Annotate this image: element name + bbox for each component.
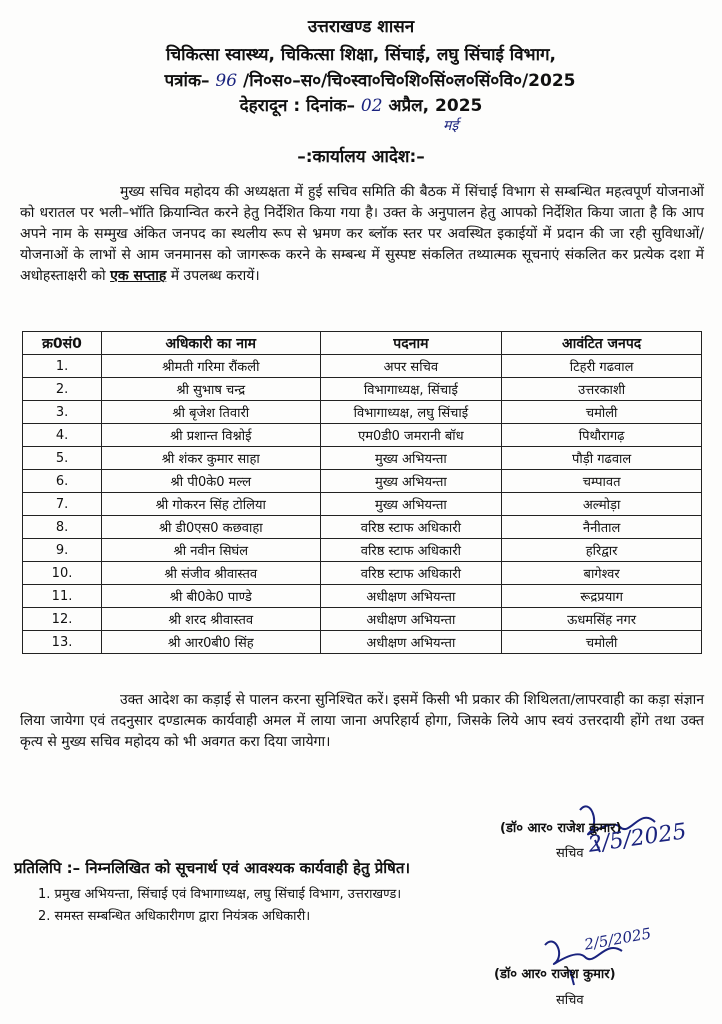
table-row [23, 539, 702, 562]
office-order-title: –:कार्यालय आदेश:– [297, 147, 425, 167]
district-cell: ऊधमसिंह नगर [502, 608, 702, 631]
copy-signatory-name: (डॉ० आर० राजेश कुमार) [494, 967, 616, 982]
copy-signatory-designation: सचिव [556, 993, 584, 1008]
officer-name-cell: श्री डी0एस0 कछवाहा [102, 516, 321, 539]
designation-cell: एम0डी0 जमरानी बॉध [320, 424, 502, 447]
district-cell: पिथौरागढ़ [502, 424, 702, 447]
table-row [23, 585, 702, 608]
district-cell: चमोली [502, 401, 702, 424]
officer-name-cell: श्री आर0बी0 सिंह [102, 631, 321, 654]
district-cell: चमोली [502, 631, 702, 654]
designation-cell: मुख्य अभियन्ता [320, 447, 502, 470]
table-row [23, 355, 702, 378]
deadline-emphasis: एक सप्ताह [110, 268, 167, 284]
officer-name-cell: श्री संजीव श्रीवास्तव [102, 562, 321, 585]
copy-to-list [38, 884, 401, 928]
officer-name-cell: श्री प्रशान्त विश्नोई [102, 424, 321, 447]
designation-cell: विभागाध्यक्ष, सिंचाई [320, 378, 502, 401]
letter-suffix: /नि०स०–स०/चि०स्वा०चि०शि०सिं०ल०सिं०वि०/2025 [242, 71, 576, 91]
header-designation: पदनाम [320, 332, 502, 355]
serial-cell: 5. [23, 447, 102, 470]
copy-to-item: 1. प्रमुख अभियन्ता, सिंचाई एवं विभागाध्यक्ष, लघु सिंचाई विभाग, उत्तराखण्ड। [38, 887, 402, 902]
officer-name-cell: श्री शरद श्रीवास्तव [102, 608, 321, 631]
letter-number-handwritten: 96 [215, 71, 238, 91]
officer-name-cell: श्री सुभाष चन्द्र [102, 378, 321, 401]
table-row [23, 378, 702, 401]
designation-cell: वरिष्ठ स्टाफ अधिकारी [320, 539, 502, 562]
table-row [23, 608, 702, 631]
serial-cell: 12. [23, 608, 102, 631]
designation-cell: वरिष्ठ स्टाफ अधिकारी [320, 562, 502, 585]
officer-name-cell: श्री नवीन सिघंल [102, 539, 321, 562]
header-serial: क्र0सं0 [23, 332, 102, 355]
serial-cell: 2. [23, 378, 102, 401]
serial-cell: 6. [23, 470, 102, 493]
designation-cell: मुख्य अभियन्ता [320, 470, 502, 493]
serial-cell: 1. [23, 355, 102, 378]
signatory-name: (डॉ० आर० राजेश कुमार) [500, 821, 622, 836]
district-cell: पौड़ी गढवाल [502, 447, 702, 470]
place-date-prefix: देहरादून : दिनांक– [239, 96, 355, 116]
officer-name-cell: श्री बी0के0 पाण्डे [102, 585, 321, 608]
copy-to-heading: प्रतिलिपि :– निम्नलिखित को सूचनार्थ एवं आवश्यक कार्यवाही हेतु प्रेषित। [14, 859, 411, 877]
table-row [23, 516, 702, 539]
letter-number-line [40, 68, 700, 91]
serial-cell: 13. [23, 631, 102, 654]
table-row [23, 470, 702, 493]
serial-cell: 8. [23, 516, 102, 539]
officer-name-cell: श्रीमती गरिमा रौंकली [102, 355, 321, 378]
serial-cell: 3. [23, 401, 102, 424]
table-row [23, 401, 702, 424]
date-year: 2025 [435, 96, 483, 116]
designation-cell: विभागाध्यक्ष, लघु सिंचाई [320, 401, 502, 424]
serial-cell: 10. [23, 562, 102, 585]
paragraph-text: मुख्य सचिव महोदय की अध्यक्षता में हुई सचिव समिति की बैठक में सिंचाई विभाग से सम्बन्धित महत्वपूर्ण योजनाओं को धरातल पर भली–भॉति क्रियान्वित करने हेतु निर्देशित किया गया है। उक्त के अनुपालन हेतु आपको निर्देशित किया जाता है कि आप अपने नाम के सम्मुख अंकित जनपद का स्थलीय रूप से भ्रमण कर ब्लॉक स्तर पर अवस्थित इकाईयों में प्रदान की जा रही सुविधाओं/योजनाओं के लाभों से आम जनमानस को जागरूक करने के सम्बन्ध में सुस्पष्ट संकलित तथ्यात्मक सूचनाएं संकलित कर प्रत्येक दशा में अधोहस्ताक्षरी को [20, 184, 704, 284]
district-cell: उत्तरकाशी [502, 378, 702, 401]
district-cell: टिहरी गढवाल [502, 355, 702, 378]
designation-cell: अधीक्षण अभियन्ता [320, 585, 502, 608]
serial-cell: 4. [23, 424, 102, 447]
designation-cell: अधीक्षण अभियन्ता [320, 631, 502, 654]
table-row [23, 424, 702, 447]
date-month: अप्रैल, [388, 96, 430, 116]
designation-cell: वरिष्ठ स्टाफ अधिकारी [320, 516, 502, 539]
table-body [23, 355, 702, 654]
signature-handwritten-date: 2/5/2025 [582, 924, 653, 954]
government-heading: उत्तराखण्ड शासन [307, 17, 415, 37]
district-cell: बागेश्वर [502, 562, 702, 585]
table-row [23, 631, 702, 654]
signature-handwritten-date: 2/5/2025 [586, 819, 689, 858]
designation-cell: अधीक्षण अभियन्ता [320, 608, 502, 631]
officer-name-cell: श्री पी0के0 मल्ल [102, 470, 321, 493]
date-day-handwritten: 02 [360, 96, 383, 116]
paragraph-text-end: में उपलब्ध करायें। [170, 268, 260, 284]
officer-name-cell: श्री बृजेश तिवारी [102, 401, 321, 424]
serial-cell: 9. [23, 539, 102, 562]
designation-cell: मुख्य अभियन्ता [320, 493, 502, 516]
district-cell: अल्मोड़ा [502, 493, 702, 516]
copy-to-item: 2. समस्त सम्बन्धित अधिकारीगण द्वारा नियंत्रक अधिकारी। [38, 909, 311, 924]
department-heading: चिकित्सा स्वास्थ्य, चिकित्सा शिक्षा, सिंचाई, लघु सिंचाई विभाग, [165, 45, 557, 65]
serial-cell: 11. [23, 585, 102, 608]
district-cell: चम्पावत [502, 470, 702, 493]
signatory-designation: सचिव [556, 846, 584, 861]
place-date-line [0, 93, 722, 116]
order-paragraph [20, 182, 704, 287]
district-cell: रूद्रप्रयाग [502, 585, 702, 608]
officers-table [22, 331, 702, 654]
table-row [23, 562, 702, 585]
table-row [23, 493, 702, 516]
serial-cell: 7. [23, 493, 102, 516]
header-district: आवंटित जनपद [502, 332, 702, 355]
header-officer-name: अधिकारी का नाम [102, 332, 321, 355]
table-header-row [23, 332, 702, 355]
letter-prefix: पत्रांक– [164, 71, 210, 91]
designation-cell: अपर सचिव [320, 355, 502, 378]
date-correction-handwritten: मई [443, 118, 459, 134]
district-cell: नैनीताल [502, 516, 702, 539]
officer-name-cell: श्री गोकरन सिंह टोलिया [102, 493, 321, 516]
officer-name-cell: श्री शंकर कुमार साहा [102, 447, 321, 470]
district-cell: हरिद्वार [502, 539, 702, 562]
compliance-paragraph: उक्त आदेश का कड़ाई से पालन करना सुनिश्चित करें। इसमें किसी भी प्रकार की शिथिलता/लापरवाही का कड़ा संज्ञान लिया जायेगा एवं तदनुसार दण्डात्मक कार्यवाही अमल में लाया जाना अपरिहार्य होगा, जिसके लिये आप स्वयं उत्तरदायी होंगे तथा उक्त कृत्य से मुख्य सचिव महोदय को भी अवगत करा दिया जायेगा। [20, 692, 704, 750]
table-row [23, 447, 702, 470]
